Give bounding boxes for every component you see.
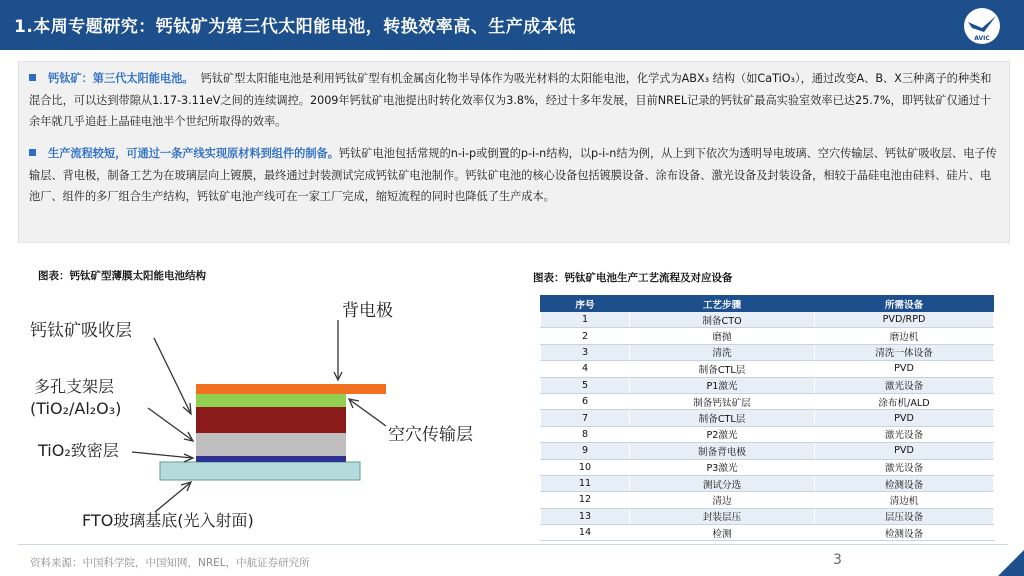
layer-porous xyxy=(196,433,346,456)
cell-equipment: 涂布机/ALD xyxy=(815,393,994,409)
footer-divider xyxy=(18,544,1008,545)
summary-text-1: 钙钛矿型太阳能电池是利用钙钛矿型有机金属卤化物半导体作为吸光材料的太阳能电池，化学式为ABX₃ 结构（如CaTiO₃），通过改变A、B、X三种离子的种类和混合比，可以达到带隙从1.17-3.11eV之间的连续调控。2009年钙钛矿电池提出时转化效率仅为3.8%，经过十多年发展，目前NREL记录的钙钛矿最高实验室效率已达25.7%，即钙钛矿仅通过十余年就几乎追赶上晶硅电池半个世纪所取得的效率。 xyxy=(29,72,992,128)
cell-step: 检测 xyxy=(630,525,815,541)
table-row xyxy=(541,508,994,524)
layer-fto-glass xyxy=(160,462,360,480)
table-row xyxy=(541,525,994,541)
page-number: 3 xyxy=(833,552,842,568)
table-row xyxy=(541,393,994,409)
summary-text-2: 钙钛矿电池包括常规的n-i-p或倒置的p-i-n结构，以p-i-n结为例，从上到下依次为透明导电玻璃、空穴传输层、钙钛矿吸收层、电子传输层、背电极，制备工艺为在玻璃层向上镀膜，最终通过封装测试完成钙钛矿电池制作。钙钛矿电池的核心设备包括镀膜设备、涂布设备、激光设备及封装设备，相较于晶硅电池由硅料、硅片、电池厂、组件的多厂组合生产结构，钙钛矿电池产线可在一家工厂完成，缩短流程的同时也降低了生产成本。 xyxy=(29,147,997,203)
cell-step: 封装层压 xyxy=(630,508,815,524)
table-row xyxy=(541,443,994,459)
table-body xyxy=(541,312,994,541)
cell-equipment: 清边机 xyxy=(815,492,994,508)
cell-step: 清洗 xyxy=(630,344,815,360)
col-header-step: 工艺步骤 xyxy=(630,296,815,312)
layer-back-electrode xyxy=(196,384,386,394)
cell-equipment: 检测设备 xyxy=(815,525,994,541)
layer-hole-transport xyxy=(196,394,346,407)
layer-absorber xyxy=(196,407,346,433)
label-absorber: 钙钛矿吸收层 xyxy=(30,321,132,341)
cell-no: 2 xyxy=(541,328,630,344)
summary-highlight-1: 钙钛矿：第三代太阳能电池。 xyxy=(48,72,194,85)
cell-step: P2激光 xyxy=(630,426,815,442)
cell-equipment: 清洗一体设备 xyxy=(815,344,994,360)
cell-step: 制备钙钛矿层 xyxy=(630,393,815,409)
cell-no: 14 xyxy=(541,525,630,541)
cell-no: 3 xyxy=(541,344,630,360)
cell-equipment: 激光设备 xyxy=(815,377,994,393)
cell-equipment: 磨边机 xyxy=(815,328,994,344)
label-back-electrode: 背电极 xyxy=(342,301,393,321)
corner-decoration xyxy=(998,550,1024,576)
cell-step: 制备CTO xyxy=(630,312,815,328)
page-title: 1.本周专题研究：钙钛矿为第三代太阳能电池，转换效率高、生产成本低 xyxy=(14,17,576,37)
cell-structure-diagram xyxy=(20,290,490,540)
label-fto: FTO玻璃基底(光入射面) xyxy=(82,511,254,530)
table-row xyxy=(541,328,994,344)
table-row xyxy=(541,475,994,491)
cell-step: P1激光 xyxy=(630,377,815,393)
table-header-row xyxy=(541,296,994,312)
figure-left-title: 图表：钙钛矿型薄膜太阳能电池结构 xyxy=(38,270,206,282)
cell-no: 1 xyxy=(541,312,630,328)
cell-step: 制备CTL层 xyxy=(630,361,815,377)
cell-no: 7 xyxy=(541,410,630,426)
table-row xyxy=(541,426,994,442)
label-porous-line2: (TiO₂/Al₂O₃) xyxy=(30,399,122,418)
cell-equipment: PVD xyxy=(815,410,994,426)
cell-step: 测试分选 xyxy=(630,475,815,491)
cell-equipment: PVD xyxy=(815,443,994,459)
summary-highlight-2: 生产流程较短，可通过一条产线实现原材料到组件的制备。 xyxy=(48,147,339,160)
cell-equipment: 层压设备 xyxy=(815,508,994,524)
cell-no: 5 xyxy=(541,377,630,393)
cell-equipment: PVD/RPD xyxy=(815,312,994,328)
label-tio2-dense: TiO₂致密层 xyxy=(38,441,119,460)
cell-step: 制备背电极 xyxy=(630,443,815,459)
summary-box xyxy=(18,61,1010,243)
process-table xyxy=(540,295,994,541)
cell-no: 13 xyxy=(541,508,630,524)
summary-paragraph-2 xyxy=(29,143,1001,208)
col-header-no: 序号 xyxy=(541,296,630,312)
cell-no: 9 xyxy=(541,443,630,459)
logo-text: AVIC xyxy=(974,35,990,42)
bullet-square-icon xyxy=(29,149,36,156)
col-header-equipment: 所需设备 xyxy=(815,296,994,312)
label-porous-line1: 多孔支架层 xyxy=(34,377,115,396)
cell-step: P3激光 xyxy=(630,459,815,475)
summary-paragraph-1 xyxy=(29,68,1001,133)
table-row xyxy=(541,492,994,508)
header-bar xyxy=(0,0,1024,50)
source-note: 资料来源：中国科学院，中国知网，NREL，中航证券研究所 xyxy=(30,557,310,569)
cell-step: 制备CTL层 xyxy=(630,410,815,426)
cell-equipment: 检测设备 xyxy=(815,475,994,491)
cell-no: 6 xyxy=(541,393,630,409)
cell-no: 11 xyxy=(541,475,630,491)
cell-no: 12 xyxy=(541,492,630,508)
figure-right-title: 图表：钙钛矿电池生产工艺流程及对应设备 xyxy=(533,272,733,284)
label-hole-transport: 空穴传输层 xyxy=(388,425,473,445)
table-row xyxy=(541,312,994,328)
cell-step: 清边 xyxy=(630,492,815,508)
cell-no: 4 xyxy=(541,361,630,377)
company-logo-icon xyxy=(962,6,1002,46)
table-row xyxy=(541,410,994,426)
table-row xyxy=(541,377,994,393)
table-row xyxy=(541,361,994,377)
table-row xyxy=(541,459,994,475)
cell-step: 磨抛 xyxy=(630,328,815,344)
cell-no: 8 xyxy=(541,426,630,442)
cell-equipment: 激光设备 xyxy=(815,426,994,442)
bullet-square-icon xyxy=(29,74,36,81)
cell-equipment: PVD xyxy=(815,361,994,377)
layer-tio2-dense xyxy=(196,456,346,462)
table-row xyxy=(541,344,994,360)
cell-no: 10 xyxy=(541,459,630,475)
cell-equipment: 激光设备 xyxy=(815,459,994,475)
